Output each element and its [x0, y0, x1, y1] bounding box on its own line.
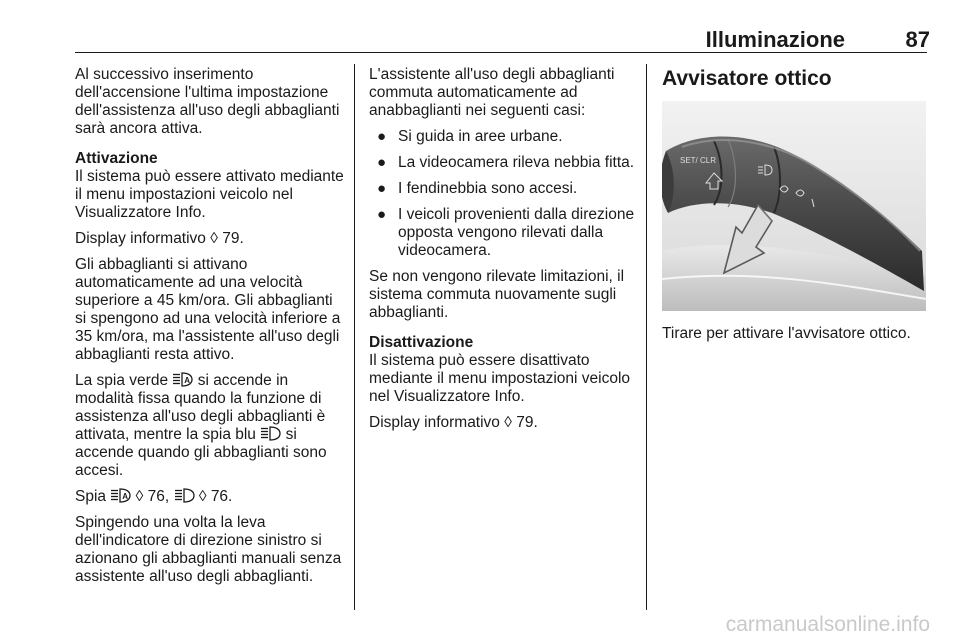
ref-arrow-icon: ◊: [210, 230, 218, 247]
watermark: carmanualsonline.info: [725, 613, 930, 636]
activation-heading: Attivazione: [75, 150, 158, 167]
lamp-paragraph: [75, 372, 347, 480]
display-ref-label: Display informativo: [75, 230, 206, 247]
display-ref-page[interactable]: 79.: [222, 230, 244, 247]
high-beam-icon: [260, 426, 281, 441]
auto-activation-paragraph: Gli abbaglianti si attivano automaticamente ad una velocità superiore a 45 km/ora. Gli abbaglianti si spengono ad una velocità inferiore a 35 km/ora, ma l'assistente all'uso degli abbaglianti resta attivo.: [75, 256, 341, 363]
column-divider-1: [354, 64, 355, 610]
activation-text: Il sistema può essere attivato mediante il menu impostazioni veicolo nel Visualizzatore Info.: [75, 168, 344, 221]
switch-conditions-intro: L'assistente all'uso degli abbaglianti commuta automaticamente ad anabbaglianti nei seguenti casi:: [369, 66, 615, 119]
page-header-title: Illuminazione: [705, 27, 845, 52]
bullet-icon: ●: [377, 206, 387, 223]
lamp-text-2: si accende in modalità fissa quando la funzione di assistenza all'uso degli abbaglianti è attivata, mentre la spia blu: [75, 372, 326, 443]
spia-ref-2[interactable]: 76.: [210, 488, 233, 505]
bullet-icon: ●: [377, 180, 387, 197]
spia-ref-1[interactable]: 76,: [147, 488, 170, 505]
column-divider-2: [646, 64, 647, 610]
spia-label: Spia: [75, 488, 107, 505]
list-item: ● I fendinebbia sono accesi.: [377, 180, 578, 197]
no-limit-paragraph: Se non vengono rilevate limitazioni, il sistema commuta nuovamente sugli abbaglianti.: [369, 268, 625, 321]
ref-arrow-icon: ◊: [504, 414, 512, 431]
header-rule: [75, 52, 927, 53]
high-beam-assist-icon: [110, 488, 131, 503]
deactivation-heading: Disattivazione: [369, 334, 474, 351]
bullet-icon: ●: [377, 154, 387, 171]
list-item: ● La videocamera rileva nebbia fitta.: [377, 154, 635, 171]
activation-block: [75, 150, 347, 222]
svg-text:A: A: [184, 376, 191, 385]
deactivation-block: [369, 334, 641, 406]
lamp-text-3: si accende quando gli abbaglianti sono accesi.: [75, 426, 327, 479]
intro-paragraph: Al successivo inserimento dell'accensione l'ultima impostazione dell'assistenza all'uso degli abbaglianti sarà ancora attiva.: [75, 66, 340, 137]
illustration-caption-block: [662, 325, 930, 351]
ref-arrow-icon: ◊: [198, 488, 207, 505]
list-item: ● Si guida in aree urbane.: [377, 128, 563, 145]
ref-arrow-icon: ◊: [135, 488, 144, 505]
page-number: 87: [905, 27, 930, 52]
high-beam-assist-icon: [172, 372, 193, 387]
high-beam-icon: [174, 488, 195, 503]
display-ref-paragraph: [75, 230, 347, 248]
manual-high-beam-paragraph: Spingendo una volta la leva dell'indicatore di direzione sinistro si azionano gli abbaglianti manuali senza assistente all'uso degli abbaglianti.: [75, 514, 342, 585]
bullet-icon: ●: [377, 128, 387, 145]
headlight-flash-lever-illustration: [662, 101, 926, 311]
list-item: ● I veicoli provenienti dalla direzione opposta vengono rilevati dalla videocamera.: [377, 206, 635, 259]
column-1: [75, 66, 347, 594]
spia-paragraph: [75, 488, 347, 506]
lamp-text-1: La spia verde: [75, 372, 169, 389]
switch-conditions-list: [369, 128, 641, 260]
column-3: [662, 66, 930, 92]
svg-text:A: A: [122, 492, 129, 501]
display-ref-page[interactable]: 79.: [516, 414, 538, 431]
display-ref-label: Display informativo: [369, 414, 500, 431]
display-ref-paragraph: [369, 414, 641, 432]
column-2: [369, 66, 641, 440]
section-heading: Avvisatore ottico: [662, 67, 832, 90]
set-clr-label: SET/ CLR: [680, 156, 717, 165]
deactivation-text: Il sistema può essere disattivato mediante il menu impostazioni veicolo nel Visualizzatore Info.: [369, 352, 631, 405]
illustration-caption: Tirare per attivare l'avvisatore ottico.: [662, 325, 911, 342]
